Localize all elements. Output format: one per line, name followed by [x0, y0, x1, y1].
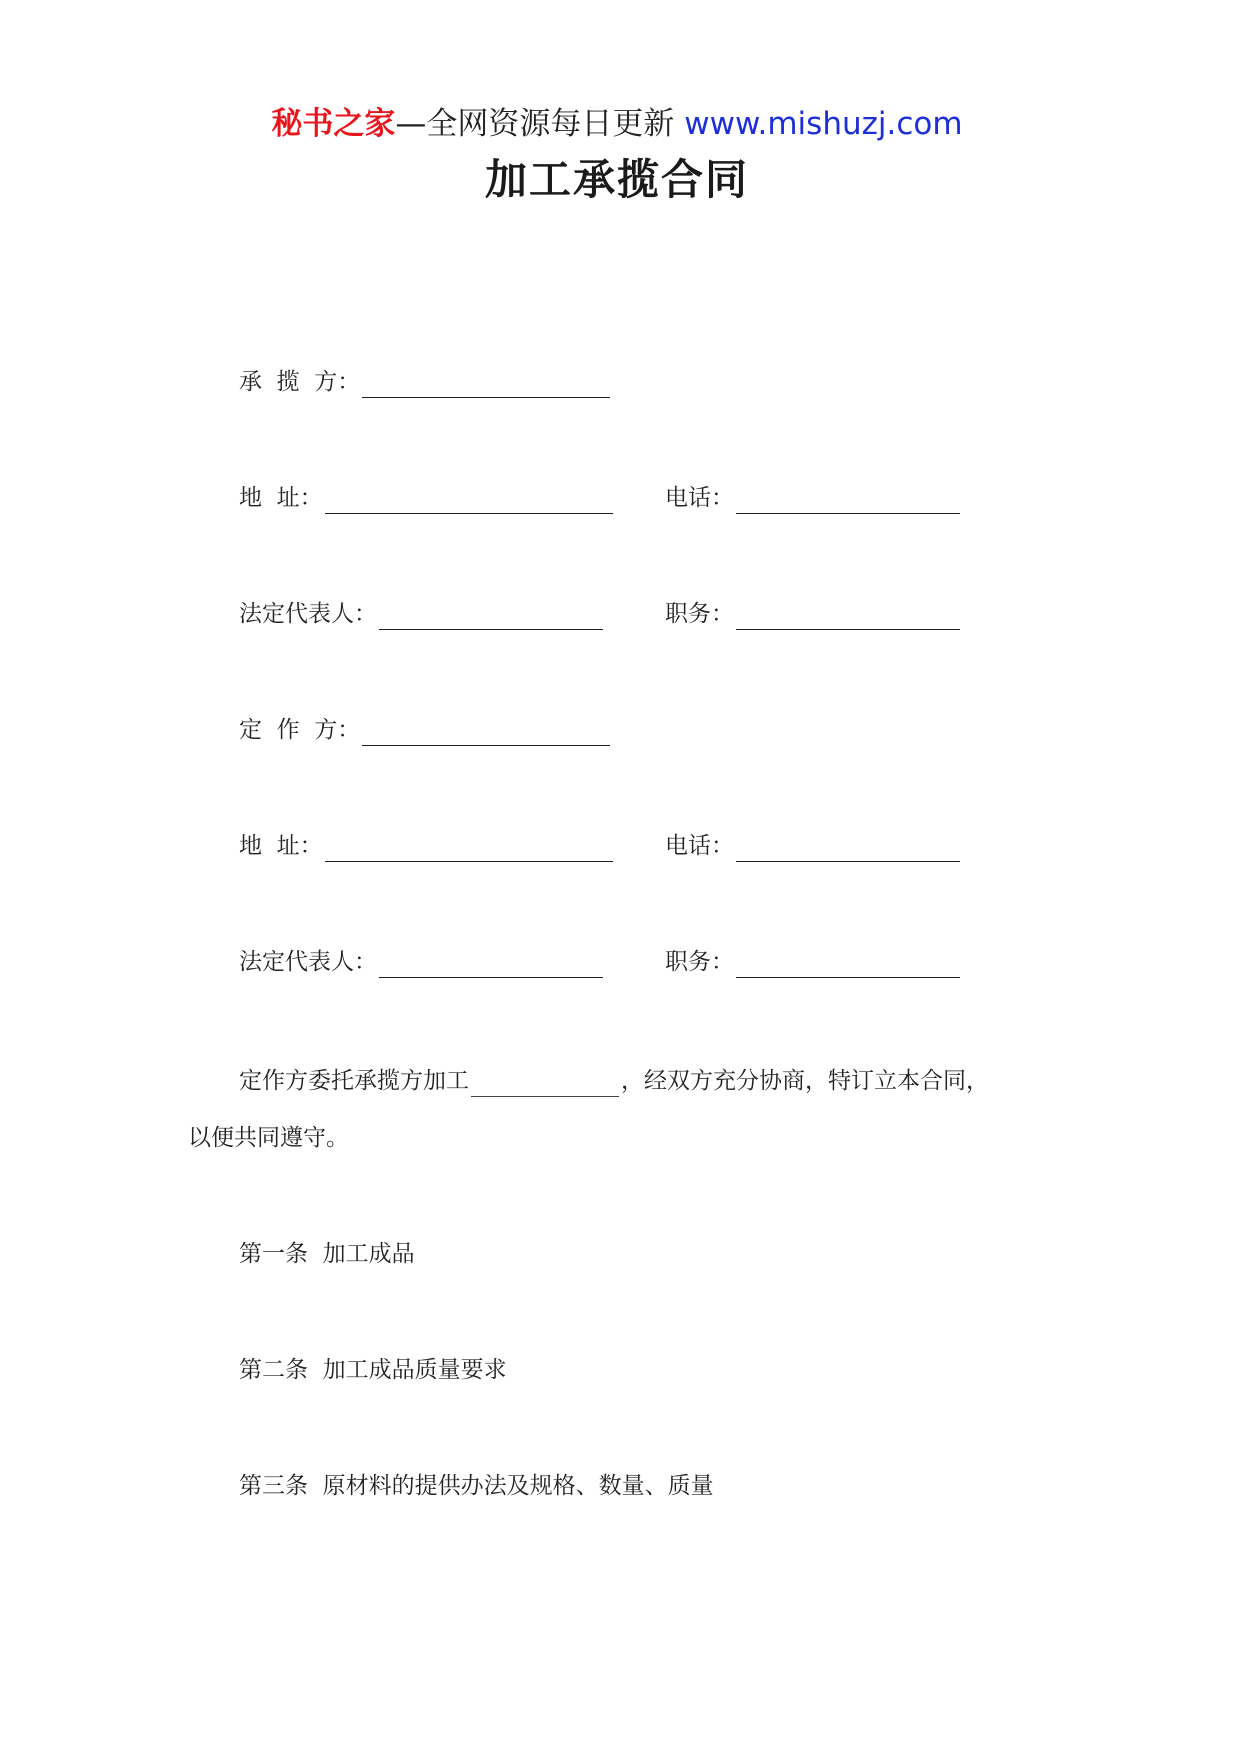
intro-line-1 — [239, 1065, 989, 1097]
client-rep-blank[interactable] — [379, 947, 603, 978]
client-phone-label: 电话： — [665, 833, 734, 859]
article-2: 第二条 加工成品质量要求 — [239, 1357, 507, 1383]
intro-item-blank[interactable] — [471, 1070, 619, 1097]
contractor-name-label: 承 揽 方： — [239, 369, 361, 395]
client-rep-row — [239, 946, 603, 978]
client-phone-row — [665, 830, 960, 862]
site-url[interactable]: www.mishuzj.com — [684, 106, 963, 142]
contractor-address-label: 地 址： — [239, 485, 323, 511]
contractor-rep-row — [239, 598, 603, 630]
client-position-blank[interactable] — [736, 947, 960, 978]
contractor-phone-blank[interactable] — [736, 483, 960, 514]
client-address-label: 地 址： — [239, 833, 323, 859]
contractor-position-label: 职务： — [665, 601, 734, 627]
client-position-label: 职务： — [665, 949, 734, 975]
contractor-name-row — [239, 366, 610, 398]
document-title: 加工承揽合同 — [484, 155, 749, 204]
header-tagline: —全网资源每日更新 — [395, 106, 675, 142]
contractor-rep-blank[interactable] — [379, 599, 603, 630]
contractor-address-row — [239, 482, 613, 514]
client-address-blank[interactable] — [325, 831, 613, 862]
contractor-name-blank[interactable] — [362, 367, 610, 398]
client-rep-label: 法定代表人： — [239, 949, 377, 975]
site-header — [0, 102, 1234, 146]
client-phone-blank[interactable] — [736, 831, 960, 862]
brand-name: 秘书之家 — [271, 106, 396, 142]
contractor-phone-label: 电话： — [665, 485, 734, 511]
intro-text-part1: 定作方委托承揽方加工 — [239, 1068, 469, 1094]
contractor-position-blank[interactable] — [736, 599, 960, 630]
contractor-address-blank[interactable] — [325, 483, 613, 514]
intro-line-2: 以便共同遵守。 — [188, 1125, 349, 1151]
client-name-blank[interactable] — [362, 715, 610, 746]
intro-text-part2: ，经双方充分协商，特订立本合同， — [621, 1068, 989, 1094]
client-position-row — [665, 946, 960, 978]
article-3: 第三条 原材料的提供办法及规格、数量、质量 — [239, 1473, 714, 1499]
client-name-row — [239, 714, 610, 746]
article-1: 第一条 加工成品 — [239, 1241, 415, 1267]
contractor-rep-label: 法定代表人： — [239, 601, 377, 627]
contractor-position-row — [665, 598, 960, 630]
contractor-phone-row — [665, 482, 960, 514]
client-name-label: 定 作 方： — [239, 717, 361, 743]
client-address-row — [239, 830, 613, 862]
